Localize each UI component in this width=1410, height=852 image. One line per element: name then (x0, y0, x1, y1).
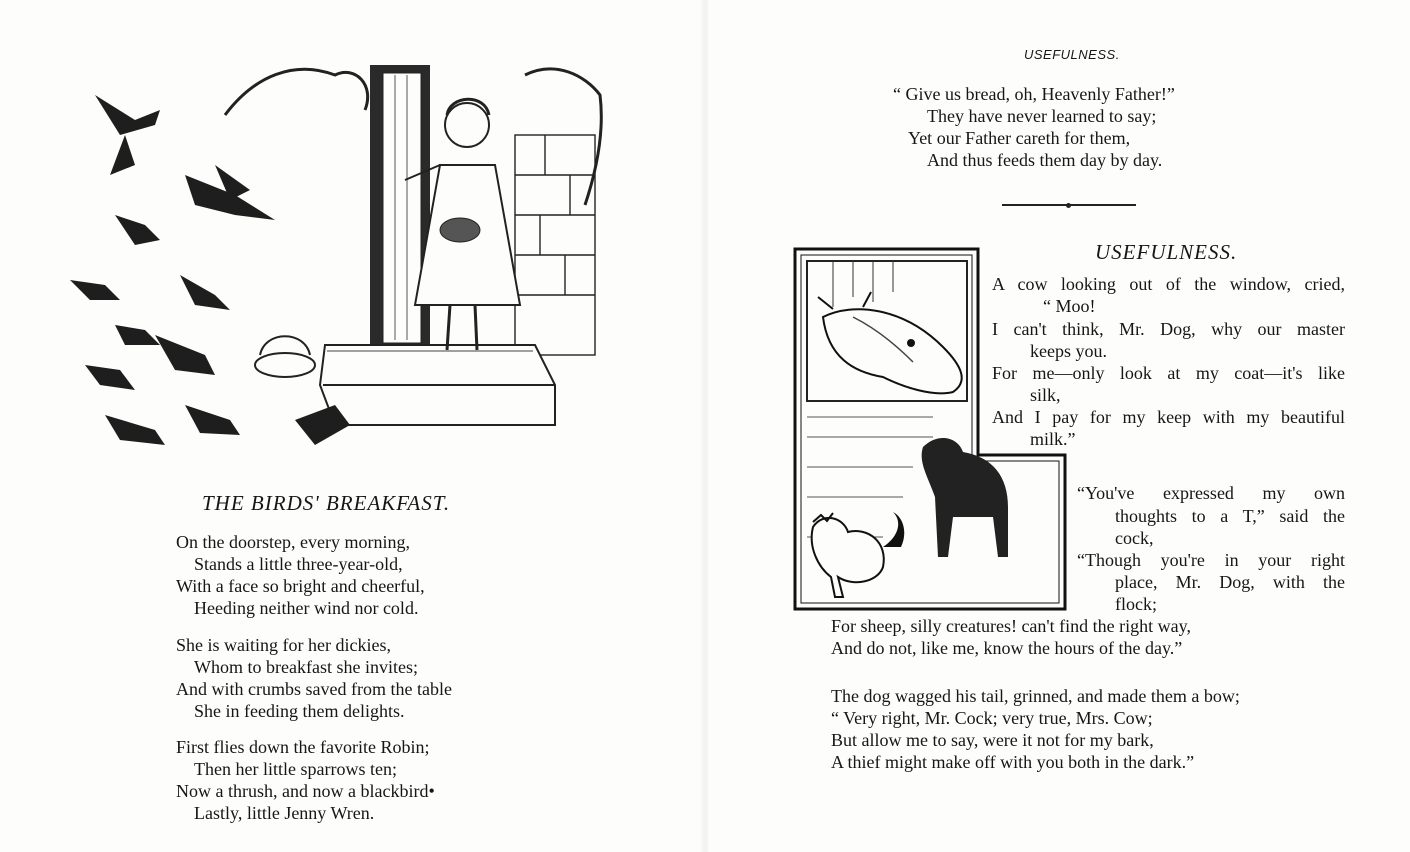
poem-line: And do not, like me, know the hours of the day.” (831, 638, 1183, 658)
poem-line: place, Mr. Dog, with the (1115, 572, 1345, 592)
right-page (705, 0, 1410, 852)
poem-line: thoughts to a T,” said the (1115, 506, 1345, 526)
poem-line: Heeding neither wind nor cold. (194, 598, 419, 618)
poem-line: “ Give us bread, oh, Heavenly Father!” (893, 84, 1175, 104)
poem-line: flock; (1115, 594, 1157, 614)
poem-line: Then her little sparrows ten; (194, 759, 397, 779)
poem-line: Yet our Father careth for them, (908, 128, 1131, 148)
poem-line: Now a thrush, and now a blackbird• (176, 781, 435, 801)
poem-line: keeps you. (1030, 341, 1107, 361)
poem-line: And with crumbs saved from the table (176, 679, 452, 699)
poem-title-usefulness: USEFULNESS. (1095, 240, 1238, 264)
section-divider-ornament (1066, 203, 1071, 208)
poem-line: Stands a little three-year-old, (194, 554, 403, 574)
poem-line: “Though you're in your right (1077, 550, 1345, 570)
poem-line: I can't think, Mr. Dog, why our master (992, 319, 1345, 339)
running-head: USEFULNESS. (1024, 47, 1120, 62)
poem-line: A thief might make off with you both in the dark.” (831, 752, 1195, 772)
poem-line: A cow looking out of the window, cried, (992, 274, 1345, 294)
poem-line: milk.” (1030, 429, 1076, 449)
poem-line: On the doorstep, every morning, (176, 532, 410, 552)
poem-line: She is waiting for her dickies, (176, 635, 391, 655)
poem-line: And thus feeds them day by day. (927, 150, 1163, 170)
poem-line: Whom to breakfast she invites; (194, 657, 418, 677)
poem-line: “You've expressed my own (1077, 483, 1345, 503)
poem-line: With a face so bright and cheerful, (176, 576, 425, 596)
poem-line: And I pay for my keep with my beautiful (992, 407, 1345, 427)
poem-line: First flies down the favorite Robin; (176, 737, 430, 757)
birds-breakfast-illustration (65, 55, 615, 465)
poem-title-birds-breakfast: THE BIRDS' BREAKFAST. (202, 491, 451, 515)
poem-line: They have never learned to say; (927, 106, 1157, 126)
poem-line: For me—only look at my coat—it's like (992, 363, 1345, 383)
poem-line: “ Moo! (1043, 296, 1096, 316)
poem-line: She in feeding them delights. (194, 701, 405, 721)
poem-line: cock, (1115, 528, 1154, 548)
poem-line: But allow me to say, were it not for my bark, (831, 730, 1154, 750)
poem-line: For sheep, silly creatures! can't find the right way, (831, 616, 1191, 636)
poem-line: silk, (1030, 385, 1061, 405)
poem-line: The dog wagged his tail, grinned, and made them a bow; (831, 686, 1240, 706)
cow-dog-cock-illustration (793, 247, 1068, 612)
poem-line: “ Very right, Mr. Cock; very true, Mrs. Cow; (831, 708, 1153, 728)
poem-line: Lastly, little Jenny Wren. (194, 803, 375, 823)
